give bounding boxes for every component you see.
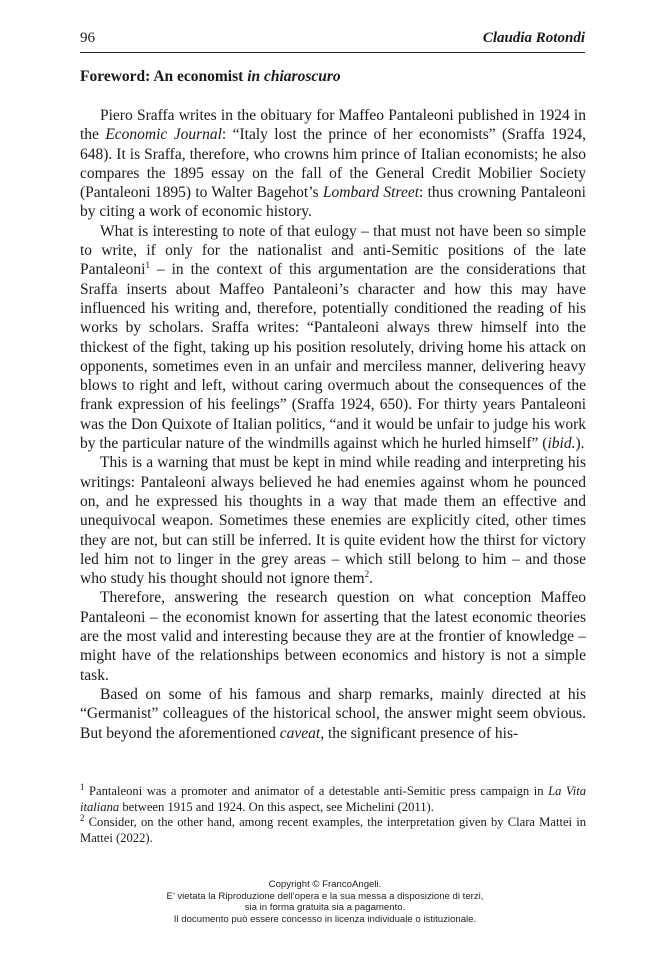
- footnote-2: [80, 815, 586, 846]
- text-run: : “Italy lost the prince of her economists” (Sraffa 1924, 648). It is Sraffa, therefore, who crowns him prince of Italian economists; he also compares the 1895 essay on the fall of the General Credit Mobilier Society (Pantaleoni 1895) to Walter Bagehot’s: [80, 126, 586, 202]
- text-run: Consider, on the other hand, among recent examples, the interpretation given by Clara Mattei in Mattei (2022).: [80, 815, 586, 845]
- text-run: – in the context of this argumentation are the considerations that Sraffa inserts about Maffeo Pantaleoni’s character and how this may have influenced his writing and, therefore, potentially conditioned the reading of his works by scholars. Sraffa writes: “Pantaleoni always threw himself into the thickest of the fight, taking up his position resolutely, driving home his attack on opponents, sometimes even in an unfair and merciless manner, delivering heavy blows to right and left, without caring overmuch about the consequences of the frank expression of his feelings” (Sraffa 1924, 650). For thirty years Pantaleoni was the Don Quixote of Italian politics, “and it would be unfair to judge his work by the particular nature of the windmills against which he hurled himself” (: [80, 261, 586, 453]
- footnote-ref-2[interactable]: 2: [364, 568, 370, 579]
- footnote-number: 1: [80, 781, 85, 792]
- text-run: : thus crowning Pantaleoni by citing a work of economic history.: [80, 184, 586, 221]
- text-run: Pantaleoni was a promoter and animator of a detestable anti-Semitic press campaign in: [84, 784, 549, 798]
- paragraph-2: [80, 222, 586, 454]
- italic-title: La Vita italiana: [80, 784, 586, 814]
- text-run: Based on some of his famous and sharp remarks, mainly directed at his “Germanist” colleagues of the historical school, the answer might seem obvious. But beyond the aforementioned: [80, 685, 586, 742]
- running-header-author: Claudia Rotondi: [482, 30, 585, 46]
- copyright-notice: [0, 879, 650, 926]
- text-run: , the significant presence of his-: [320, 724, 519, 742]
- footnote-number: 2: [80, 813, 85, 823]
- text-run: .: [369, 570, 373, 588]
- body-text: [80, 106, 586, 743]
- footnote-1: [80, 781, 586, 815]
- copyright-line: Copyright © FrancoAngeli.: [268, 879, 382, 890]
- text-run: between 1915 and 1924. On this aspect, see Michelini (2011).: [119, 799, 434, 814]
- text-run: What is interesting to note of that eulogy – that must not have been so simple to write, if only for the nationalist and anti-Semitic positions of the late Pantaleoni: [80, 222, 586, 279]
- text-run: This is a warning that must be kept in mind while reading and interpreting his writings: Pantaleoni always believed he had enemies against whom he pounced on, and he expressed his thoughts in a way that made them an effective and unequivocal weapon. Sometimes these enemies are explicitly cited, other times they are not, but can still be inferred. It is quite evident how the thirst for victory led him not to linger in the grey areas – which still belong to him – and those who study his thought should not ignore them: [80, 454, 586, 588]
- copyright-line: sia in forma gratuita sia a pagamento.: [244, 902, 406, 914]
- page-number: 96: [80, 30, 95, 46]
- italic-term: caveat: [279, 724, 321, 742]
- footnotes: [80, 781, 586, 846]
- italic-title: Economic Journal: [105, 126, 222, 144]
- text-run: Piero Sraffa writes in the obituary for Maffeo Pantaleoni published in 1924 in the: [80, 107, 586, 144]
- text-run: ).: [575, 435, 585, 453]
- paragraph-1: [80, 106, 586, 222]
- running-header: [80, 30, 585, 53]
- copyright-line: Il documento può essere concesso in licenza individuale o istituzionale.: [173, 914, 477, 926]
- footnote-ref-1[interactable]: 1: [145, 260, 150, 271]
- paragraph-3: [80, 453, 586, 588]
- paragraph-4: Therefore, answering the research question on what conception Maffeo Pantaleoni – the economist known for asserting that the latest economic theories are the most valid and interesting because they are at the frontier of knowledge – might have of the relationships between economics and history is not a simple task.: [80, 589, 586, 684]
- section-heading-italic: in chiaroscuro: [247, 68, 341, 85]
- section-heading: [80, 68, 341, 86]
- italic-ibid: ibid.: [547, 435, 576, 453]
- copyright-line: E’ vietata la Riproduzione dell’opera e la sua messa a disposizione di terzi,: [166, 890, 484, 902]
- section-heading-text: Foreword: An economist: [80, 68, 248, 85]
- paragraph-5: [80, 685, 586, 743]
- italic-title: Lombard Street: [322, 184, 420, 202]
